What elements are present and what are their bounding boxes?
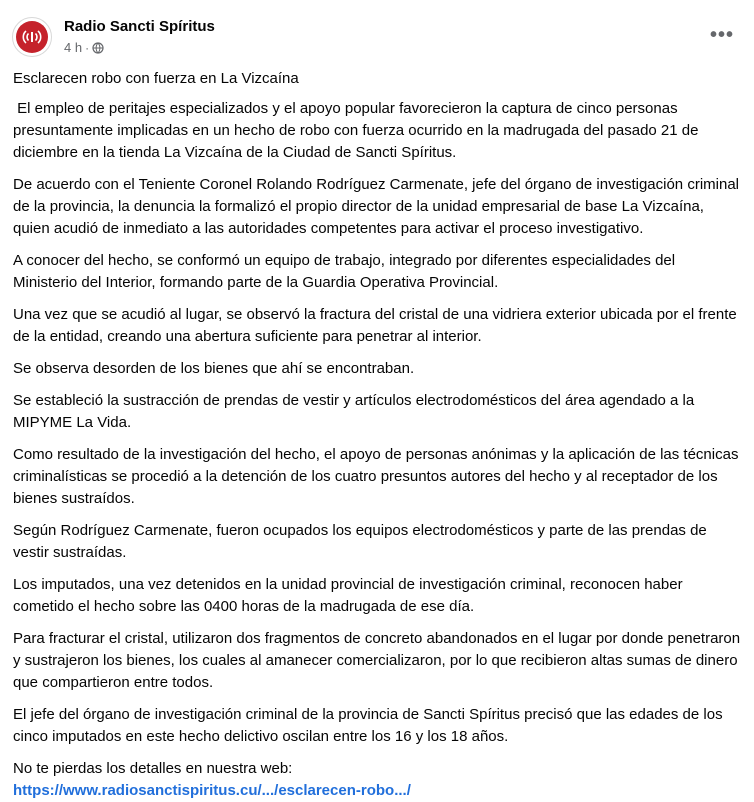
post-paragraph: Para fracturar el cristal, utilizaron dos fragmentos de concreto abandonados en el lugar por donde penetraron y sustrajeron los bienes, los cuales al amanecer comercializaron, por lo que recibieron altas sumas de dinero que compartieron entre todos. bbox=[13, 630, 741, 691]
post-title: Esclarecen robo con fuerza en La Vizcaína bbox=[13, 70, 299, 87]
globe-icon[interactable] bbox=[92, 42, 104, 54]
post-header bbox=[12, 17, 742, 61]
radio-wave-svg bbox=[21, 26, 43, 48]
cta-text: No te pierdas los detalles en nuestra web: bbox=[13, 760, 293, 777]
post-paragraph: Según Rodríguez Carmenate, fueron ocupados los equipos electrodomésticos y parte de las prendas de vestir sustraídas. bbox=[13, 522, 707, 561]
meta-separator: · bbox=[85, 40, 90, 55]
post-meta bbox=[64, 40, 104, 55]
post-paragraph: Se observa desorden de los bienes que ahí se encontraban. bbox=[13, 360, 415, 377]
post-paragraph: Los imputados, una vez detenidos en la unidad provincial de investigación criminal, reconocen haber cometido el hecho sobre las 0400 horas de la madrugada de ese día. bbox=[13, 576, 683, 615]
post-paragraph: Una vez que se acudió al lugar, se observó la fractura del cristal de una vidriera exterior ubicada por el frente de la entidad, creando una abertura suficiente para penetrar al interior. bbox=[13, 306, 737, 345]
radio-wave-logo-icon bbox=[16, 21, 48, 53]
post-body bbox=[13, 68, 743, 802]
more-horizontal-icon: ••• bbox=[709, 23, 734, 46]
post-paragraph: A conocer del hecho, se conformó un equipo de trabajo, integrado por diferentes especialidades del Ministerio del Interior, formando parte de la Guardia Operativa Provincial. bbox=[13, 252, 676, 291]
post-paragraph: El jefe del órgano de investigación criminal de la provincia de Sancti Spíritus precisó que las edades de los cinco imputados en este hecho delictivo oscilan entre los 16 y los 18 años. bbox=[13, 706, 723, 745]
post-cta bbox=[13, 758, 743, 802]
post-time[interactable]: 4 h bbox=[64, 40, 83, 55]
post-paragraph: El empleo de peritajes especializados y el apoyo popular favorecieron la captura de cinco personas presuntamente implicadas en un hecho de robo con fuerza ocurrido en la madrugada del pasado 21 de diciembre en la tienda La Vizcaína de la Ciudad de Sancti Spíritus. bbox=[13, 100, 699, 161]
post-paragraph: Se estableció la sustracción de prendas de vestir y artículos electrodomésticos del área agendado a la MIPYME La Vida. bbox=[13, 392, 695, 431]
page-avatar[interactable] bbox=[12, 17, 52, 57]
article-link[interactable]: https://www.radiosanctispiritus.cu/.../esclarecen-robo.../ bbox=[13, 782, 411, 799]
page-name-link[interactable]: Radio Sancti Spíritus bbox=[64, 18, 215, 35]
post-paragraph: De acuerdo con el Teniente Coronel Rolando Rodríguez Carmenate, jefe del órgano de investigación criminal de la provincia, la denuncia la formalizó el propio director de la unidad empresarial de base La Vizcaína, quien acudió de inmediato a las autoridades competentes para activar el proceso investigativo. bbox=[13, 176, 739, 237]
post-paragraph: Como resultado de la investigación del hecho, el apoyo de personas anónimas y la aplicación de las técnicas criminalísticas se procedió a la detención de los cuatro presuntos autores del hecho y al receptador de los bienes sustraídos. bbox=[13, 446, 739, 507]
more-options-button[interactable] bbox=[704, 21, 740, 49]
